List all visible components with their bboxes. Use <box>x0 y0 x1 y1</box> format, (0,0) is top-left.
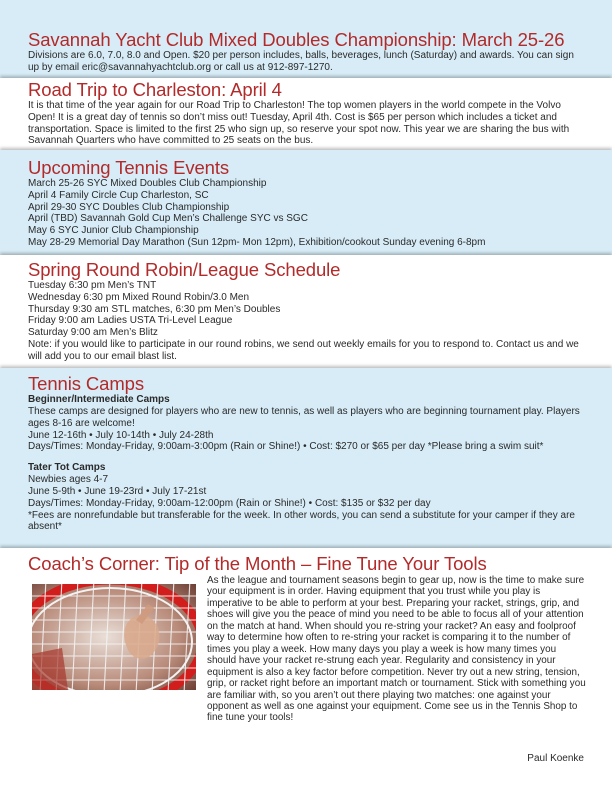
schedule-item: Wednesday 6:30 pm Mixed Round Robin/3.0 Men <box>28 291 250 303</box>
tater-tot-dates: June 5-9th • June 19-23rd • July 17-21st <box>28 485 207 497</box>
road-trip-section <box>0 78 612 150</box>
tater-tot-times: Days/Times: Monday-Friday, 9:00am-12:00pm (Rain or Shine!) • Cost: $135 or $32 per day <box>28 497 431 509</box>
event-item: March 25-26 SYC Mixed Doubles Club Championship <box>28 178 267 189</box>
upcoming-events-title: Upcoming Tennis Events <box>28 157 230 178</box>
schedule-item: Thursday 9:30 am STL matches, 6:30 pm Men’s Doubles <box>28 303 281 315</box>
racket-strings-image <box>32 584 196 690</box>
camps-title: Tennis Camps <box>28 373 145 394</box>
schedule-note: Note: if you would like to participate in our round robins, we send out weekly emails for you to respond to. Contact us and we will add you to our email blast list. <box>28 338 579 362</box>
schedule-item: Friday 9:00 am Ladies USTA Tri-Level League <box>28 315 233 327</box>
event-item: May 28-29 Memorial Day Marathon (Sun 12pm- Mon 12pm), Exhibition/cookout Sunday evening 6-8pm <box>28 236 486 248</box>
tater-tot-heading: Tater Tot Camps <box>28 462 106 474</box>
camps-section <box>0 368 612 548</box>
yacht-club-body: Divisions are 6.0, 7.0, 8.0 and Open. $20 per person includes, balls, beverages, lunch (Saturday) and awards. You can sign up by email eric@savannahyachtclub.org or call us at 912-897-1270. <box>28 50 574 73</box>
schedule-item: Saturday 9:00 am Men’s Blitz <box>28 327 158 339</box>
schedule-title: Spring Round Robin/League Schedule <box>28 259 341 280</box>
event-item: April 4 Family Circle Cup Charleston, SC <box>28 189 209 201</box>
coach-title: Coach’s Corner: Tip of the Month – Fine Tune Your Tools <box>28 553 487 574</box>
road-trip-title: Road Trip to Charleston: April 4 <box>28 79 282 100</box>
event-item: April 29-30 SYC Doubles Club Championship <box>28 201 230 213</box>
schedule-section <box>0 255 612 368</box>
tater-tot-fees: *Fees are nonrefundable but transferable for the week. In other words, you can send a substitute for your camper if they are absent* <box>28 509 575 533</box>
tater-tot-ages: Newbies ages 4-7 <box>28 474 109 486</box>
beginner-camps-description: These camps are designed for players who are new to tennis, as well as players who are beginning tournament play. Players ages 8-16 are welcome! <box>28 406 580 429</box>
event-item: April (TBD) Savannah Gold Cup Men’s Challenge SYC vs SGC <box>28 213 308 225</box>
yacht-club-section <box>0 0 612 78</box>
coach-article <box>207 575 587 724</box>
beginner-camps-heading: Beginner/Intermediate Camps <box>28 394 170 405</box>
coach-article-body: As the league and tournament seasons begin to gear up, now is the time to make sure your equipment is in order. Having equipment that you trust while you play is imperative to be able to perform at your best. Preparing your racket, strings, grip, and shoes will give you the peace of mind you need to be able to focus all of your attention on the match at hand. When should you re-string your racket? An easy and foolproof way to determine how often to re-string your racket is comparing it to the number of times you play a week. How many days you play a week is how many times you should have your racket re-strung each year. Regularity and consistency in your equipment is also a key factor before competition. Never try out a new string, tension, grip, or racket right before an important match or tournament. Stick with something you are familiar with, so you aren’t out there playing two matches: one against your opponent as well as one against your equipment. Come see us in the Tennis Shop to fine tune your tools! <box>207 575 586 724</box>
schedule-item: Tuesday 6:30 pm Men’s TNT <box>28 280 157 291</box>
yacht-club-title: Savannah Yacht Club Mixed Doubles Championship: March 25-26 <box>28 29 565 50</box>
upcoming-events-section <box>0 150 612 255</box>
beginner-camps-times: Days/Times: Monday-Friday, 9:00am-3:00pm (Rain or Shine!) • Cost: $270 or $65 per day *Please bring a swim suit* <box>28 441 544 453</box>
coach-signature: Paul Koenke <box>527 753 584 764</box>
tennis-racket-photo <box>32 584 196 690</box>
road-trip-body: It is that time of the year again for our Road Trip to Charleston! The top women players in the world compete in the Volvo Open! It is a great day of tennis so don’t miss out! Tuesday, April 4th. Cost is $65 per person which includes a ticket and transportation. Space is limited to the first 25 who sign up, so reserve your spot now. This year we are sharing the bus with Savannah Quarters who have committed to 25 seats on the bus. <box>28 100 570 147</box>
beginner-camps-dates: June 12-16th • July 10-14th • July 24-28th <box>28 429 214 441</box>
event-item: May 6 SYC Junior Club Championship <box>28 225 199 237</box>
